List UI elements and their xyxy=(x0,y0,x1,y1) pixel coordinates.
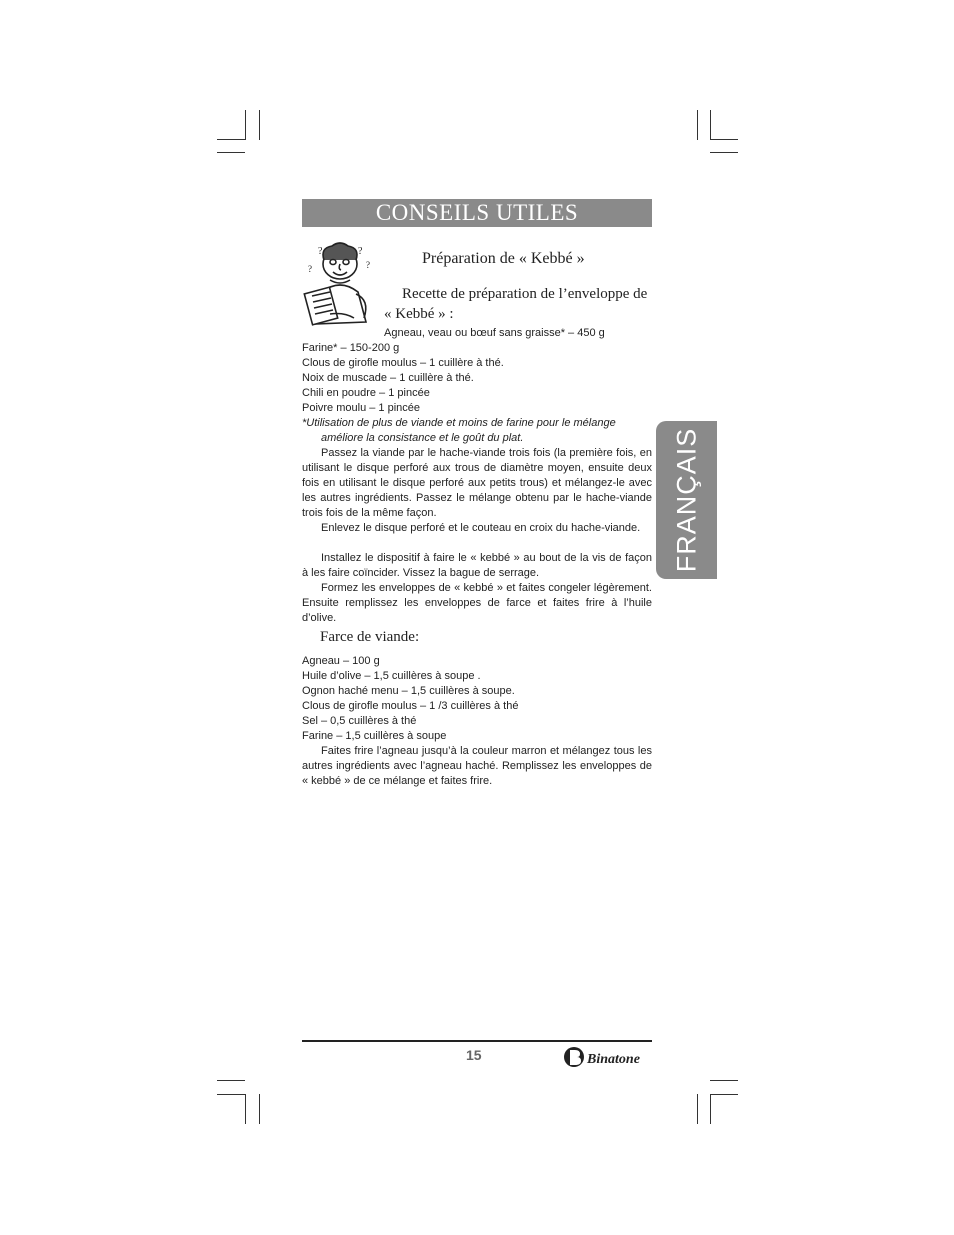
section-title: Préparation de « Kebbé » xyxy=(422,250,585,267)
crop-mark xyxy=(710,110,711,140)
crop-mark xyxy=(217,152,245,153)
ingredient-line: Clous de girofle moulus – 1 /3 cuillères à thé xyxy=(302,700,519,712)
ingredient-line: Chili en poudre – 1 pincée xyxy=(302,387,430,399)
ingredient-line: Clous de girofle moulus – 1 cuillère à thé. xyxy=(302,357,504,369)
crop-mark xyxy=(710,1094,738,1095)
instruction-paragraph: Formez les enveloppes de « kebbé » et faites congeler légèrement. Ensuite remplissez les enveloppes de farce et faites frire à l’huile d’olive. xyxy=(302,582,652,624)
farce-heading: Farce de viande: xyxy=(320,629,420,645)
crop-mark xyxy=(710,1094,711,1124)
recipe-heading: Recette de préparation de l’enveloppe de « Kebbé » : xyxy=(384,286,648,322)
crop-mark xyxy=(217,139,245,140)
ingredient-line: Farine* – 150-200 g xyxy=(302,342,400,354)
language-tab-label: FRANÇAIS xyxy=(671,427,701,573)
instruction-paragraph: Faites frire l’agneau jusqu’à la couleur marron et mélangez tous les autres ingrédients avec l’agneau haché. Remplissez les enveloppes de « kebbé » de ce mélange et faites frire. xyxy=(302,745,652,787)
crop-mark xyxy=(217,1094,245,1095)
ingredient-line: Poivre moulu – 1 pincée xyxy=(302,402,421,414)
crop-mark xyxy=(217,1080,245,1081)
language-tab xyxy=(656,421,717,579)
ingredient-list xyxy=(302,341,652,416)
crop-mark xyxy=(710,139,738,140)
crop-mark xyxy=(259,1094,260,1124)
svg-text:?: ? xyxy=(318,246,323,257)
page-number: 15 xyxy=(466,1047,482,1063)
crop-mark xyxy=(710,1080,738,1081)
crop-mark xyxy=(245,1094,246,1124)
ingredient-line: Farine – 1,5 cuillères à soupe xyxy=(302,730,447,742)
crop-mark xyxy=(245,110,246,140)
section-header xyxy=(302,199,652,227)
instruction-paragraph: Installez le dispositif à faire le « kebbé » au bout de la vis de façon à les faire coïncider. Vissez la bague de serrage. xyxy=(302,552,652,579)
instruction-paragraph: Enlevez le disque perforé et le couteau en croix du hache-viande. xyxy=(321,522,641,534)
binatone-logo-icon xyxy=(563,1045,653,1069)
footer-rule xyxy=(302,1040,652,1042)
instruction-paragraph: Passez la viande par le hache-viande trois fois (la première fois, en utilisant le disque perforé aux trous de diamètre moyen, ensuite deux fois en utilisant le disque perforé aux petits trous) et mélangez-le avec les autres ingrédients. Passez le mélange obtenu par le hache-viande trois fois de la même façon. xyxy=(302,447,652,519)
chef-illustration xyxy=(300,234,380,338)
svg-text:Binatone: Binatone xyxy=(587,1052,640,1067)
footnote: *Utilisation de plus de viande et moins de farine pour le mélange améliore la consistance et le goût du plat. xyxy=(302,417,616,444)
svg-text:?: ? xyxy=(366,260,370,270)
crop-mark xyxy=(697,1094,698,1124)
crop-mark xyxy=(697,110,698,140)
ingredient-line: Ognon haché menu – 1,5 cuillères à soupe. xyxy=(302,685,515,697)
ingredient-line: Huile d’olive – 1,5 cuillères à soupe . xyxy=(302,670,481,682)
svg-text:?: ? xyxy=(308,264,312,274)
svg-text:?: ? xyxy=(358,246,363,257)
crop-mark xyxy=(710,152,738,153)
brand-logo xyxy=(563,1045,653,1074)
page-title: CONSEILS UTILES xyxy=(375,200,579,225)
ingredient-line: Agneau, veau ou bœuf sans graisse* – 450 g xyxy=(384,327,605,339)
crop-mark xyxy=(259,110,260,140)
ingredient-line: Agneau – 100 g xyxy=(302,655,380,667)
ingredient-line: Sel – 0,5 cuillères à thé xyxy=(302,715,417,727)
ingredient-line: Noix de muscade – 1 cuillère à thé. xyxy=(302,372,474,384)
farce-ingredient-list xyxy=(302,654,652,744)
